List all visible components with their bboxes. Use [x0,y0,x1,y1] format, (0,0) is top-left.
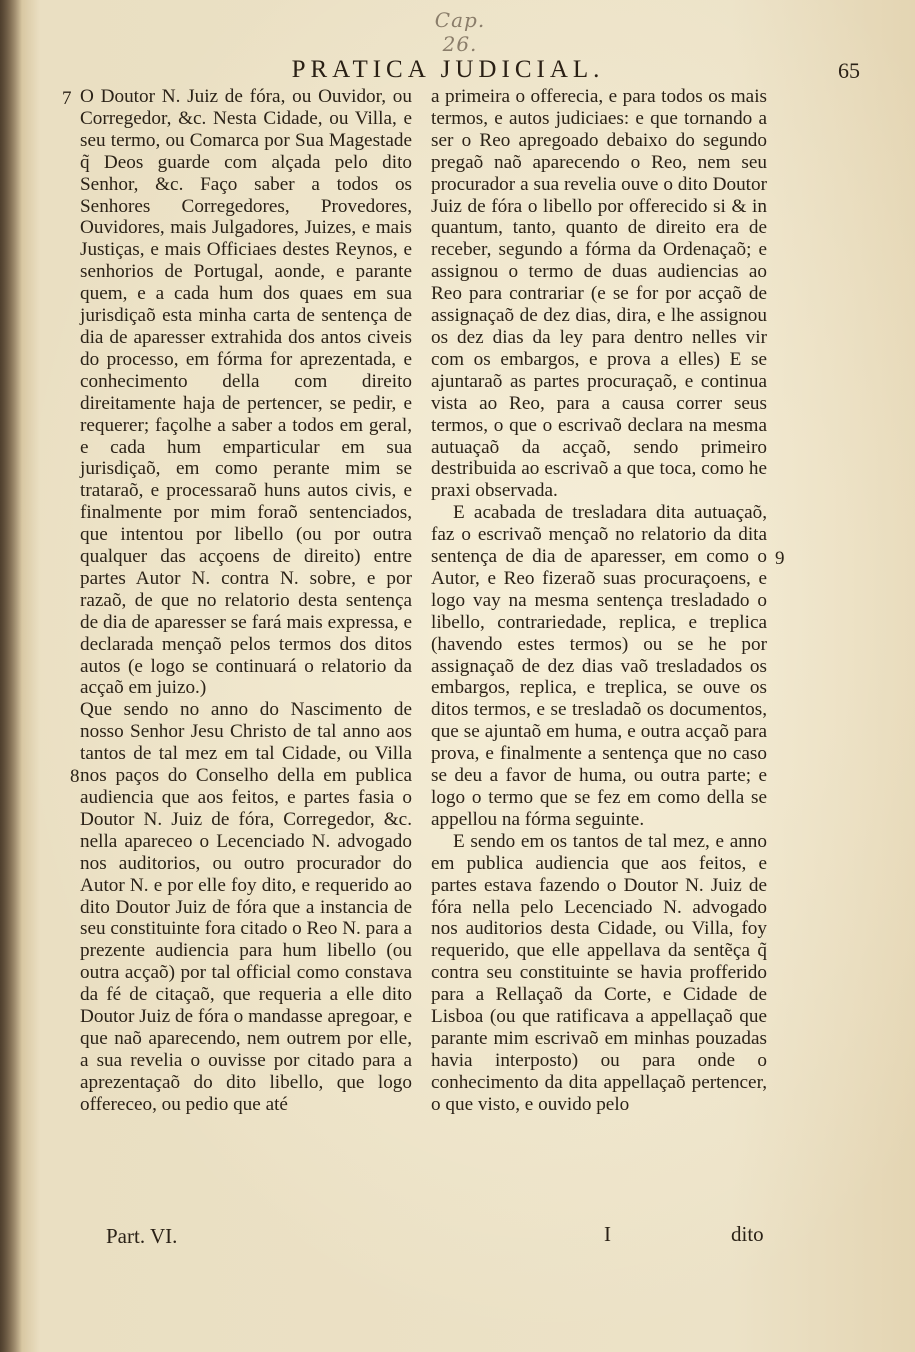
margin-number-9: 9 [775,548,785,569]
margin-number-8: 8 [70,766,80,787]
paragraph-10: E sendo em os tantos de tal mez, e anno em publica audiencia que aos feitos, e partes estava fazendo o Doutor N. Juiz de fóra nella pelo Lecenciado N. advogado nos auditorios desta Cidade, ou Villa, foy requerido, que elle appellava da sentẽça q̃ contra seu constituinte se havia profferido para a Rellaçaõ da Corte, e Cidade de Lisboa (ou que ratificava a appellaçaõ que parante mim escrivaõ em minhas pouzadas havia interposto) ou para onde o conhecimento da dita appellaçaõ pertencer, o que visto, e ouvido pelo [431,830,767,1115]
paragraph-9: E acabada de tresladara dita autuaçaõ, faz o escrivaõ mençaõ no relatorio da dita sentença de dia de aparesser, em como o Autor, e Reo fizeraõ suas procuraçoens, e logo vay na mesma sentença tresladado o libello, contrariedade, replica, e treplica (havendo estes termos) ou se he por assignaçaõ de dez dias vaõ tresladados os embargos, replica, e treplica, se ouve os ditos termos, e se tresladaõ os documentos, que se ajuntaõ em huma, e outra acçaõ para prova, e finalmente a sentença que no caso se deu a favor de huma, ou outra parte; e logo o termo que se fez em como della se appellou na fórma seguinte. [431,502,767,830]
handwritten-note: Cap. 26. [434,8,486,56]
margin-number-7: 7 [62,88,72,109]
left-column [80,86,412,1116]
paragraph-7: O Doutor N. Juiz de fóra, ou Ouvidor, ou Corregedor, &c. Nesta Cidade, ou Villa, e seu termo, ou Comarca por Sua Magestade q̃ Deos guarde com alçada pelo dito Senhor, &c. Faço saber a todos os Senhores Corregedores, Provedores, Ouvidores, mais Julgadores, Juizes, e mais Justiças, e mais Officiaes destes Reynos, e senhorios de Portugal, aonde, e parante quem, e a cada hum dos quaes em sua jurisdiçaõ esta minha carta de sentença de dia de aparesser extrahida dos antos civeis do processo, em fórma for aprezentada, e conhecimento della com direito direitamente haja de pertencer, se pedir, e requerer; façolhe a saber a todos em geral, e cada hum emparticular em sua jurisdiçaõ, em como perante mim se trataraõ, e processaraõ huns autos civis, e finalmente por mim foraõ sentenciados, que intentou por libello (ou por outra qualquer das acçoens de direito) entre partes Autor N. contra N. sobre, e por razaõ, de que no relatorio desta sentença de dia de aparesser se fará mais expressa, e declarada mençaõ pelos termos dos ditos autos (e logo se continuará o relatorio da acçaõ em juizo.) [80,86,412,699]
gathering-mark: I [604,1222,611,1246]
page-number: 65 [838,58,860,83]
signature-mark: Part. VI. [106,1224,178,1248]
right-column [431,86,767,1116]
page-title: PRATICA JUDICIAL. [291,56,605,83]
binding-shadow [0,0,22,1352]
paragraph-continued: a primeira o offerecia, e para todos os mais termos, e autos judiciaes: e que tornando a ser o Reo apregoado debaixo do segundo pregaõ naõ aparecendo o Reo, nem seu procurador a sua revelia ouve o dito Doutor Juiz de fóra o libello por offerecido si & in quantum, tanto, quanto de direito era de receber, segundo a fórma da Ordenaçaõ; e assignou o termo de duas audiencias ao Reo para contrariar (e se for por acçaõ de assignaçaõ de dez dias, dira, e lhe assignou os dez dias da ley para dentro nelles vir com os embargos, e prova a elles) E se ajuntaraõ as partes procuraçaõ, e continua vista ao Reo, para a causa correr seus termos, o que o escrivaõ declara na mesma autuaçaõ da acçaõ, sendo primeiro destribuida ao escrivaõ a que toca, como he praxi observada. [431,86,767,502]
catchword: dito [731,1222,764,1246]
paragraph-8: Que sendo no anno do Nascimento de nosso Senhor Jesu Christo de tal anno aos tantos de tal mez em tal Cidade, ou Villa nos paços do Conselho della em publica audiencia que aos feitos, e partes fasia o Doutor N. Juiz de fóra, Corregedor, &c. nella apareceo o Lecenciado N. advogado nos auditorios, ou outro procurador do Autor N. e por elle foy dito, e requerido ao dito Doutor Juiz de fóra que a instancia de seu constituinte fora citado o Reo N. para a prezente audiencia para hum libello (ou outra acçaõ) por tal official como constava da fé de citaçaõ, que requeria a elle dito Doutor Juiz de fóra o mandasse apregoar, e que naõ aparecendo, nem outrem por elle, a sua revelia o ouvisse por citado para a aprezentaçaõ do dito libello, que logo offereceo, ou pedio que até [80,699,412,1115]
running-head [60,56,860,86]
